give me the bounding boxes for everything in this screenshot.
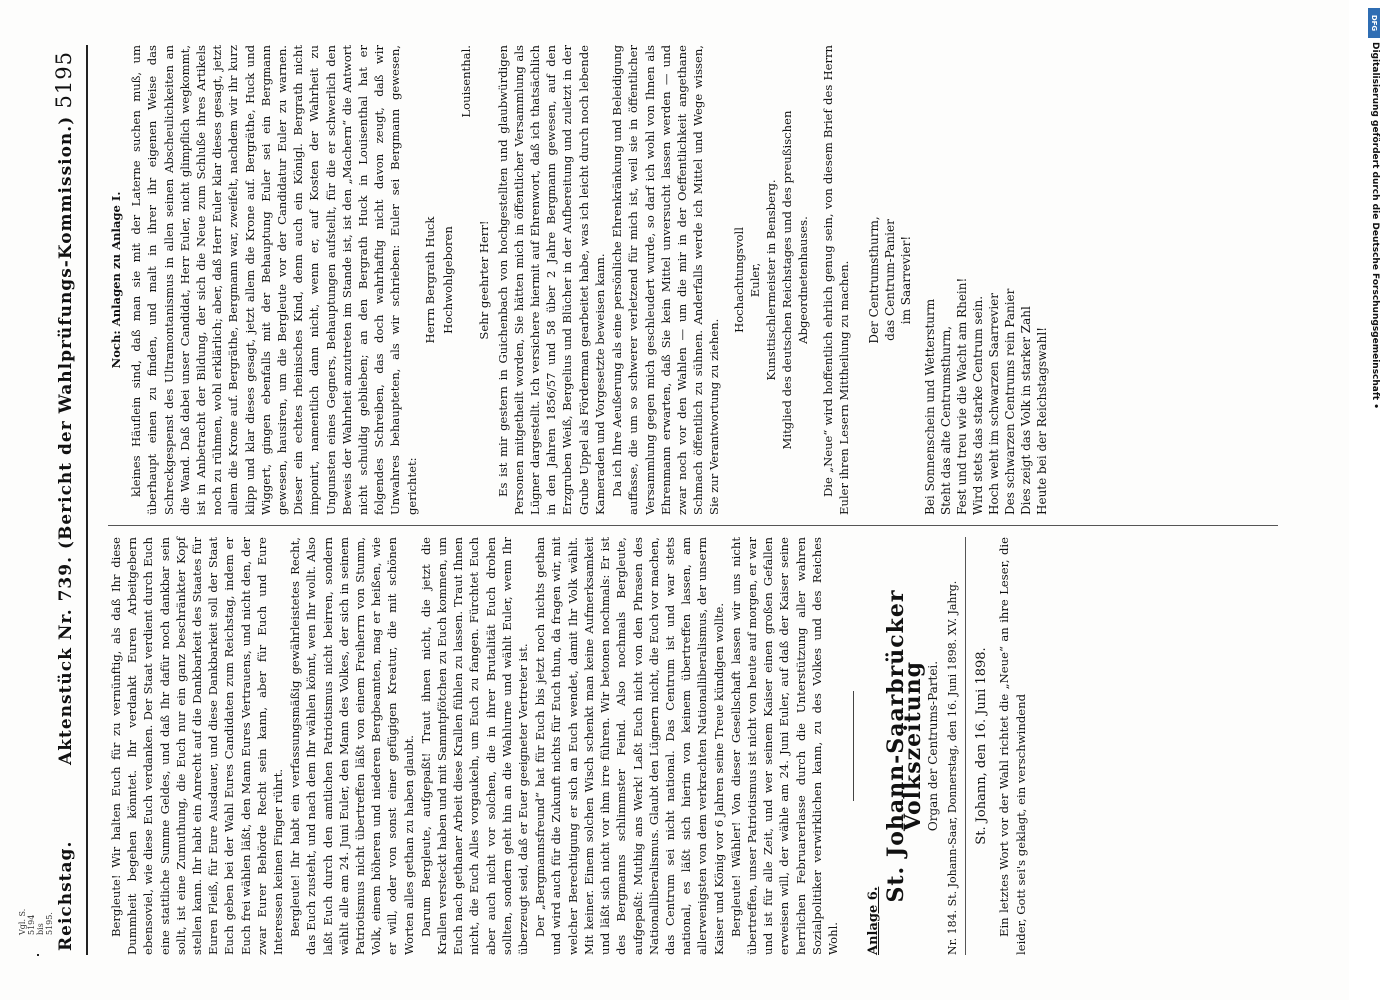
dfg-logo-icon: [1368, 8, 1380, 38]
poem-line: Wird stets das starke Centrum sein.: [970, 295, 985, 515]
issue-line: Nr. 184. St. Johann-Saar, Donnerstag, den 16. Juni 1898. XV. Jahrg.: [945, 537, 966, 955]
poem-line: Dies zeigt das Volk in starker Zahl: [1018, 306, 1033, 515]
signature-line: Kunsttischlermeister in Bensberg.: [763, 179, 778, 381]
poem-line: Fest und treu wie die Wacht am Rhein!: [954, 277, 969, 515]
letter-paragraph: Es ist mir gestern in Guichenbach von hochgestellten und glaubwürdigen Personen mitgetheilt worden, Sie hätten mich in öffentlicher Versammlung als Lügner dargestellt. Ich versichere hiermit auf Ehrenwort, daß ich thatsächlich in den Jahren 1856/57 und 58 über 2 Jahre Bergmann gewesen, auf den Erzgruben Weiß, Bergelius und Blücher in der Aufbereitung und zuletzt in der Grube Uppel als Förderman gearbeitet habe, was ich leicht durch noch lebende Kameraden und Vorgesetzte beweisen kann.: [495, 45, 607, 515]
address-line: Louisenthal.: [459, 45, 474, 118]
organ-line: Organ der Centrums-Partei.: [925, 660, 940, 832]
header-rule: [86, 45, 88, 955]
column-separator: [108, 525, 1278, 526]
letter-paragraph: Da ich Ihre Aeußerung als eine persönliche Ehrenkränkung und Beleidigung auffasse, die um so schwerer verletzend für mich ist, weil sie in öffentlicher Versammlung gegen mich geschleudert wurde, so darf ich wohl von Ihnen als Ehrenmann erwarten, daß Sie kein Mittel unversucht lassen werden — und zwar noch vor den Wahlen — um die mir in der Oeffentlichkeit angethane Schmach öffentlich zu sühnen. Anderfalls werde ich Mittel und Wege wissen, Sie zur Verantwortung zu ziehen.: [610, 45, 722, 515]
page-header: [50, 45, 94, 955]
dateline: St. Johann, den 16. Juni 1898.: [974, 647, 990, 845]
dfg-badge-text: DFG: [1370, 14, 1378, 32]
anlage-title: Anlage 6.: [866, 886, 882, 955]
paragraph: Bergleute! Wir halten Euch für zu vernünftig, als daß Ihr diese Dummheit begehen könntet. Ihr verdankt Euren Arbeitgebern ebensoviel, wie diese Euch verdanken. Der Staat verdient durch Euch eine stattliche Summe Geldes, und daß Ihr dafür noch dankbar sein sollt, ist eine Zumuthung, die Euch nur ein ganz beschränkter Kopf stellen kann. Ihr habt ein Anrecht auf die Dankbarkeit des Staates für Euren Fleiß, für Eure Ausdauer, und diese Dankbarkeit soll der Staat Euch geben bei der Wahl Eures Candidaten zum Reichstag, indem er Euch frei wählen läßt, den Mann Eures Vertrauens, und nicht den, der zwar Eurer Behörde Recht sein kann, aber für Euch und Eure Interessen keinen Finger rührt.: [109, 537, 286, 955]
address-line: Herrn Bergrath Huck: [422, 216, 437, 344]
dfg-credit: Digitalisierung gefördert durch die Deutsche Forschungsgemeinschaft •: [1370, 42, 1380, 409]
newspaper-masthead: St. Johann-Saarbrücker Volkszeitung: [883, 589, 926, 903]
margin-reference: Vgl. S. 5194 bis 5195.: [18, 908, 54, 935]
signature-line: Euler,: [747, 262, 762, 298]
header-left: Reichstag.: [56, 840, 76, 951]
column-left: [108, 537, 1030, 955]
signature-line: Hochachtungsvoll: [731, 227, 746, 333]
rotated-page-content: [50, 45, 1320, 955]
poem-line: Bei Sonnenschein und Wettersturm: [922, 298, 937, 515]
paragraph: Bergleute! Ihr habt ein verfassungsmäßig gewährleistetes Recht, das Euch zusteht, und nach dem Ihr wählen könnt, wen Ihr wollt. Also laßt Euch durch den amtlichen Patriotismus nicht beirren, sondern wählt alle am 24. Juni Euler, den Mann des Volkes, der sich in seinem Patriotismus nicht übertreffen läßt von einem Freiherrn von Stumm, Volk, einem höheren und niederen Bergbeamten, mag er heißen, wie er will, oder von sonst einer gefügigen Kreatur, die mit schönen Worten alles gethan zu haben glaubt.: [288, 537, 416, 955]
column-right: [108, 45, 1050, 515]
poem-title-line: das Centrum-Panier: [882, 219, 897, 341]
paragraph: kleines Häuflein sind, daß man sie mit der Laterne suchen muß, um überhaupt einen zu finden, und malt in ihrer ihr eigenen Weise das Schreckgespenst des Ultramontanismus in allen seinen Abscheulichkeiten an die Wand. Daß dabei unser Candidat, Herr Euler, nicht glimpflich wegkommt, ist in Anbetracht der Bildung, der sich die Neue zum Schluße ihres Artikels noch zu rühmen, wohl erklärlich; aber, daß Herr Euler klar dieses gesagt, jetzt allem die Krone auf. Bergräthe, Bergmann war, zweifelt, nachdem wir ihr kurz klipp und klar dieses gesagt, jetzt allem die Krone auf. Bergräthe, Huck und Wiggert, gingen ebenfalls mit der Behauptung Euler sei ein Bergmann gewesen, hausiren, um die Bergleute vor der Candidatur Euler zu warnen. Dieser ein echtes rheinisches Kind, denn auch ein Königl. Bergrath nicht imponirt, namentlich dann nicht, wenn er, auf Kosten der Wahrheit zu Ungunsten eines Gegners, Behauptungen aufstellt, für die er schwerlich den Beweis der Wahrheit anzutreten im Stande ist, ist den „Machern“ die Antwort nicht schuldig geblieben; an den Bergrath Huck in Louisenthal hat er folgendes Schreiben, das doch wahrhaftig nicht davon zeugt, daß wir Unwahres behaupteten, als wir schrieben: Euler sei Bergmann gewesen, gerichtet:: [129, 45, 419, 515]
poem-line: Steht das alte Centrumsthurm,: [938, 325, 953, 515]
paragraph: Ein letztes Wort vor der Wahl richtet die „Neue“ an ihre Leser, die leider, Gott sei's geklagt, ein verschwindend: [997, 537, 1028, 955]
paragraph: Bergleute! Wähler! Von dieser Gesellschaft lassen wir uns nicht übertreffen, unser Patriotismus ist nicht von heute auf morgen, er war und ist für alle Zeit, und wer seinem Kaiser einen großen Gefallen erweisen will, der wähle am 24. Juni Euler, auf daß der Kaiser seine herrlichen Februarerlasse durch die Unterstützung aller wahren Sozialpolitiker verwirklichen kann, zu des Volkes und des Reiches Wohl.: [728, 537, 840, 955]
poem: [866, 45, 1050, 515]
paragraph: Darum Bergleute, aufgepaßt! Traut ihnen nicht, die jetzt die Krallen versteckt haben und mit Sammtpfötchen zu Euch kommen, um Euch nach gethaner Arbeit diese Krallen fühlen zu lassen. Traut Ihnen nicht, die Euch Alles vorgaukeln, um Euch zu fangen. Fürchtet Euch aber auch nicht vor solchen, die in ihrer Brutalität Euch drohen sollten, sondern geht hin an die Wahlurne und wählt Euler, wenn Ihr überzeugt seid, daß er Euer geeigneter Vertreter ist.: [418, 537, 531, 955]
poem-line: Hoch weht im schwarzen Saarrevier: [986, 292, 1001, 515]
page-number: 5195: [52, 51, 76, 109]
address-line: Hochwohlgeboren: [441, 226, 456, 334]
poem-line: Des schwarzen Centrums rein Panier: [1002, 288, 1017, 515]
margin-dot: [37, 954, 39, 956]
header-title: Aktenstück Nr. 739. (Bericht der Wahlprüfungs-Kommission.): [56, 115, 76, 765]
paragraph: Der „Bergmannsfreund“ hat für Euch bis jetzt noch nichts gethan und wird auch für die Zukunft nichts für Euch thun, da fragen wir, mit welcher Berechtigung er sich an Euch wendet, damit Ihr Volk wählt. Mit keiner. Einem solchen Wisch schenkt man keine Aufmerksamkeit und läßt sich nicht vor ihm irre führen. Wir betonen nochmals: Er ist des Bergmanns schlimmster Feind. Also nochmals Bergleute, aufgepaßt: Muthig ans Werk! Laßt Euch nicht von den Phrasen des Nationalliberalismus. Glaubt den Lügnern nicht, die Euch vor machen, das Centrum sei nicht national. Das Centrum ist und war stets national, es läßt sich hierin von keinem übertreffen lassen, am allerwenigsten von dem verkrachten Nationalliberalismus, der unserm Kaiser und König vor 6 Jahren seine Treue kündigen wollte.: [533, 537, 726, 955]
signature-line: Mitglied des deutschen Reichstages und des preußischen Abgeordnetenhauses.: [780, 110, 811, 450]
divider: [853, 691, 854, 801]
paragraph: Die „Neue“ wird hoffentlich ehrlich genug sein, von diesem Brief des Herrn Euler ihren Lesern Mittheilung zu machen.: [820, 45, 851, 515]
poem-line: Heute bei der Reichstagswahl!: [1034, 326, 1049, 515]
signature-block: [731, 45, 812, 515]
section-heading: Noch: Anlagen zu Anlage I.: [109, 191, 123, 369]
poem-title-line: Der Centrumsthurm,: [866, 216, 881, 344]
poem-title-line: im Saarrevier!: [898, 235, 913, 325]
salutation: Sehr geehrter Herr!: [477, 220, 492, 340]
